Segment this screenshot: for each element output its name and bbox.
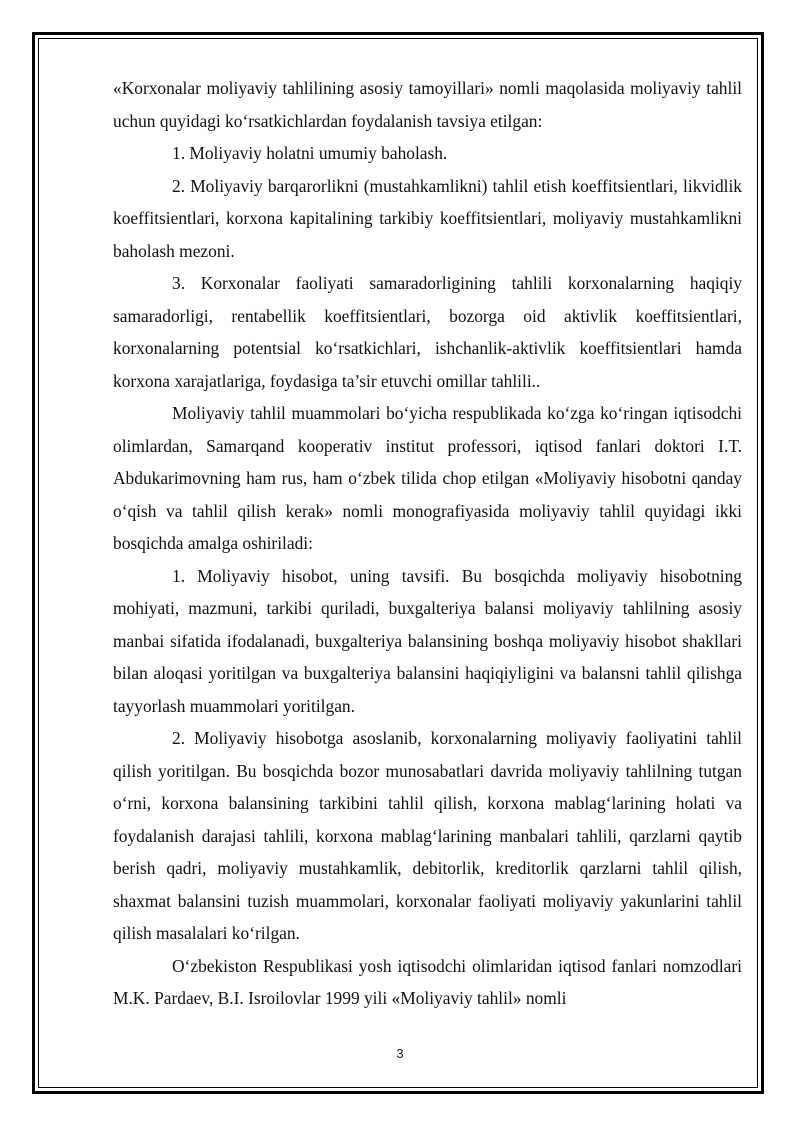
list-item-2: 2. Moliyaviy barqarorlikni (mustahkamlikni) tahlil etish koeffitsientlari, likvidlik koeffitsientlari, korxona kapitalining tarkibiy koeffitsientlari, moliyaviy mustahkamlikni baholash mezoni.	[113, 175, 742, 261]
list-item-3: 3. Korxonalar faoliyati samaradorligining tahlili korxonalarning haqiqiy samaradorligi, rentabellik koeffitsientlari, bozorga oid aktivlik koeffitsientlari, korxonalarning potentsial ko‘rsatkichlari, ishchanlik-aktivlik koeffitsientlari hamda korxona xarajatlariga, foydasiga ta’sir etuvchi omillar tahlili..	[113, 273, 742, 391]
stage-item-1: 1. Moliyaviy hisobot, uning tavsifi. Bu bosqichda moliyaviy hisobotning mohiyati, mazmuni, tarkibi quriladi, buxgalteriya balansi moliyaviy tahlilning asosiy manbai sifatida ifodalanadi, buxgalteriya balansining boshqa moliyaviy hisobot shakllari bilan aloqasi yoritilgan va buxgalteriya balansini haqiqiyligini va balansni tahlil qilishga tayyorlash muammolari yoritilgan.	[113, 565, 742, 716]
document-body	[113, 72, 742, 1015]
paragraph-pardaev: O‘zbekiston Respublikasi yosh iqtisodchi olimlaridan iqtisod fanlari nomzodlari M.K. Pardaev, B.I. Isroilovlar 1999 yili «Moliyaviy tahlil» nomli	[113, 955, 742, 1008]
page-number: 3	[396, 1046, 404, 1061]
paragraph-abdukarimov: Moliyaviy tahlil muammolari bo‘yicha respublikada ko‘zga ko‘ringan iqtisodchi olimlardan, Samarqand kooperativ institut professori, iqtisod fanlari doktori I.T. Abdukarimovning ham rus, ham o‘zbek tilida chop etilgan «Moliyaviy hisobotni qanday o‘qish va tahlil qilish kerak» nomli monografiyasida moliyaviy tahlil quyidagi ikki bosqichda amalga oshiriladi:	[113, 403, 742, 553]
list-item-1: 1. Moliyaviy holatni umumiy baholash.	[172, 143, 448, 163]
paragraph-continuation: «Korxonalar moliyaviy tahlilining asosiy tamoyillari» nomli maqolasida moliyaviy tahlil uchun quyidagi ko‘rsatkichlardan foydalanish tavsiya etilgan:	[113, 78, 742, 131]
stage-item-2: 2. Moliyaviy hisobotga asoslanib, korxonalarning moliyaviy faoliyatini tahlil qilish yoritilgan. Bu bosqichda bozor munosabatlari davrida moliyaviy tahlilning tutgan o‘rni, korxona balansining tarkibini tahlil qilish, korxona mablag‘larining holati va foydalanish darajasi tahlili, korxona mablag‘larining manbalari tahlili, qarzlarni qaytib berish qadri, moliyaviy mustahkamlik, debitorlik, kreditorlik qarzlarni tahlil qilish, shaxmat balansini tuzish muammolari, korxonalar faoliyati moliyaviy yakunlarini tahlil qilish masalalari ko‘rilgan.	[113, 728, 742, 943]
